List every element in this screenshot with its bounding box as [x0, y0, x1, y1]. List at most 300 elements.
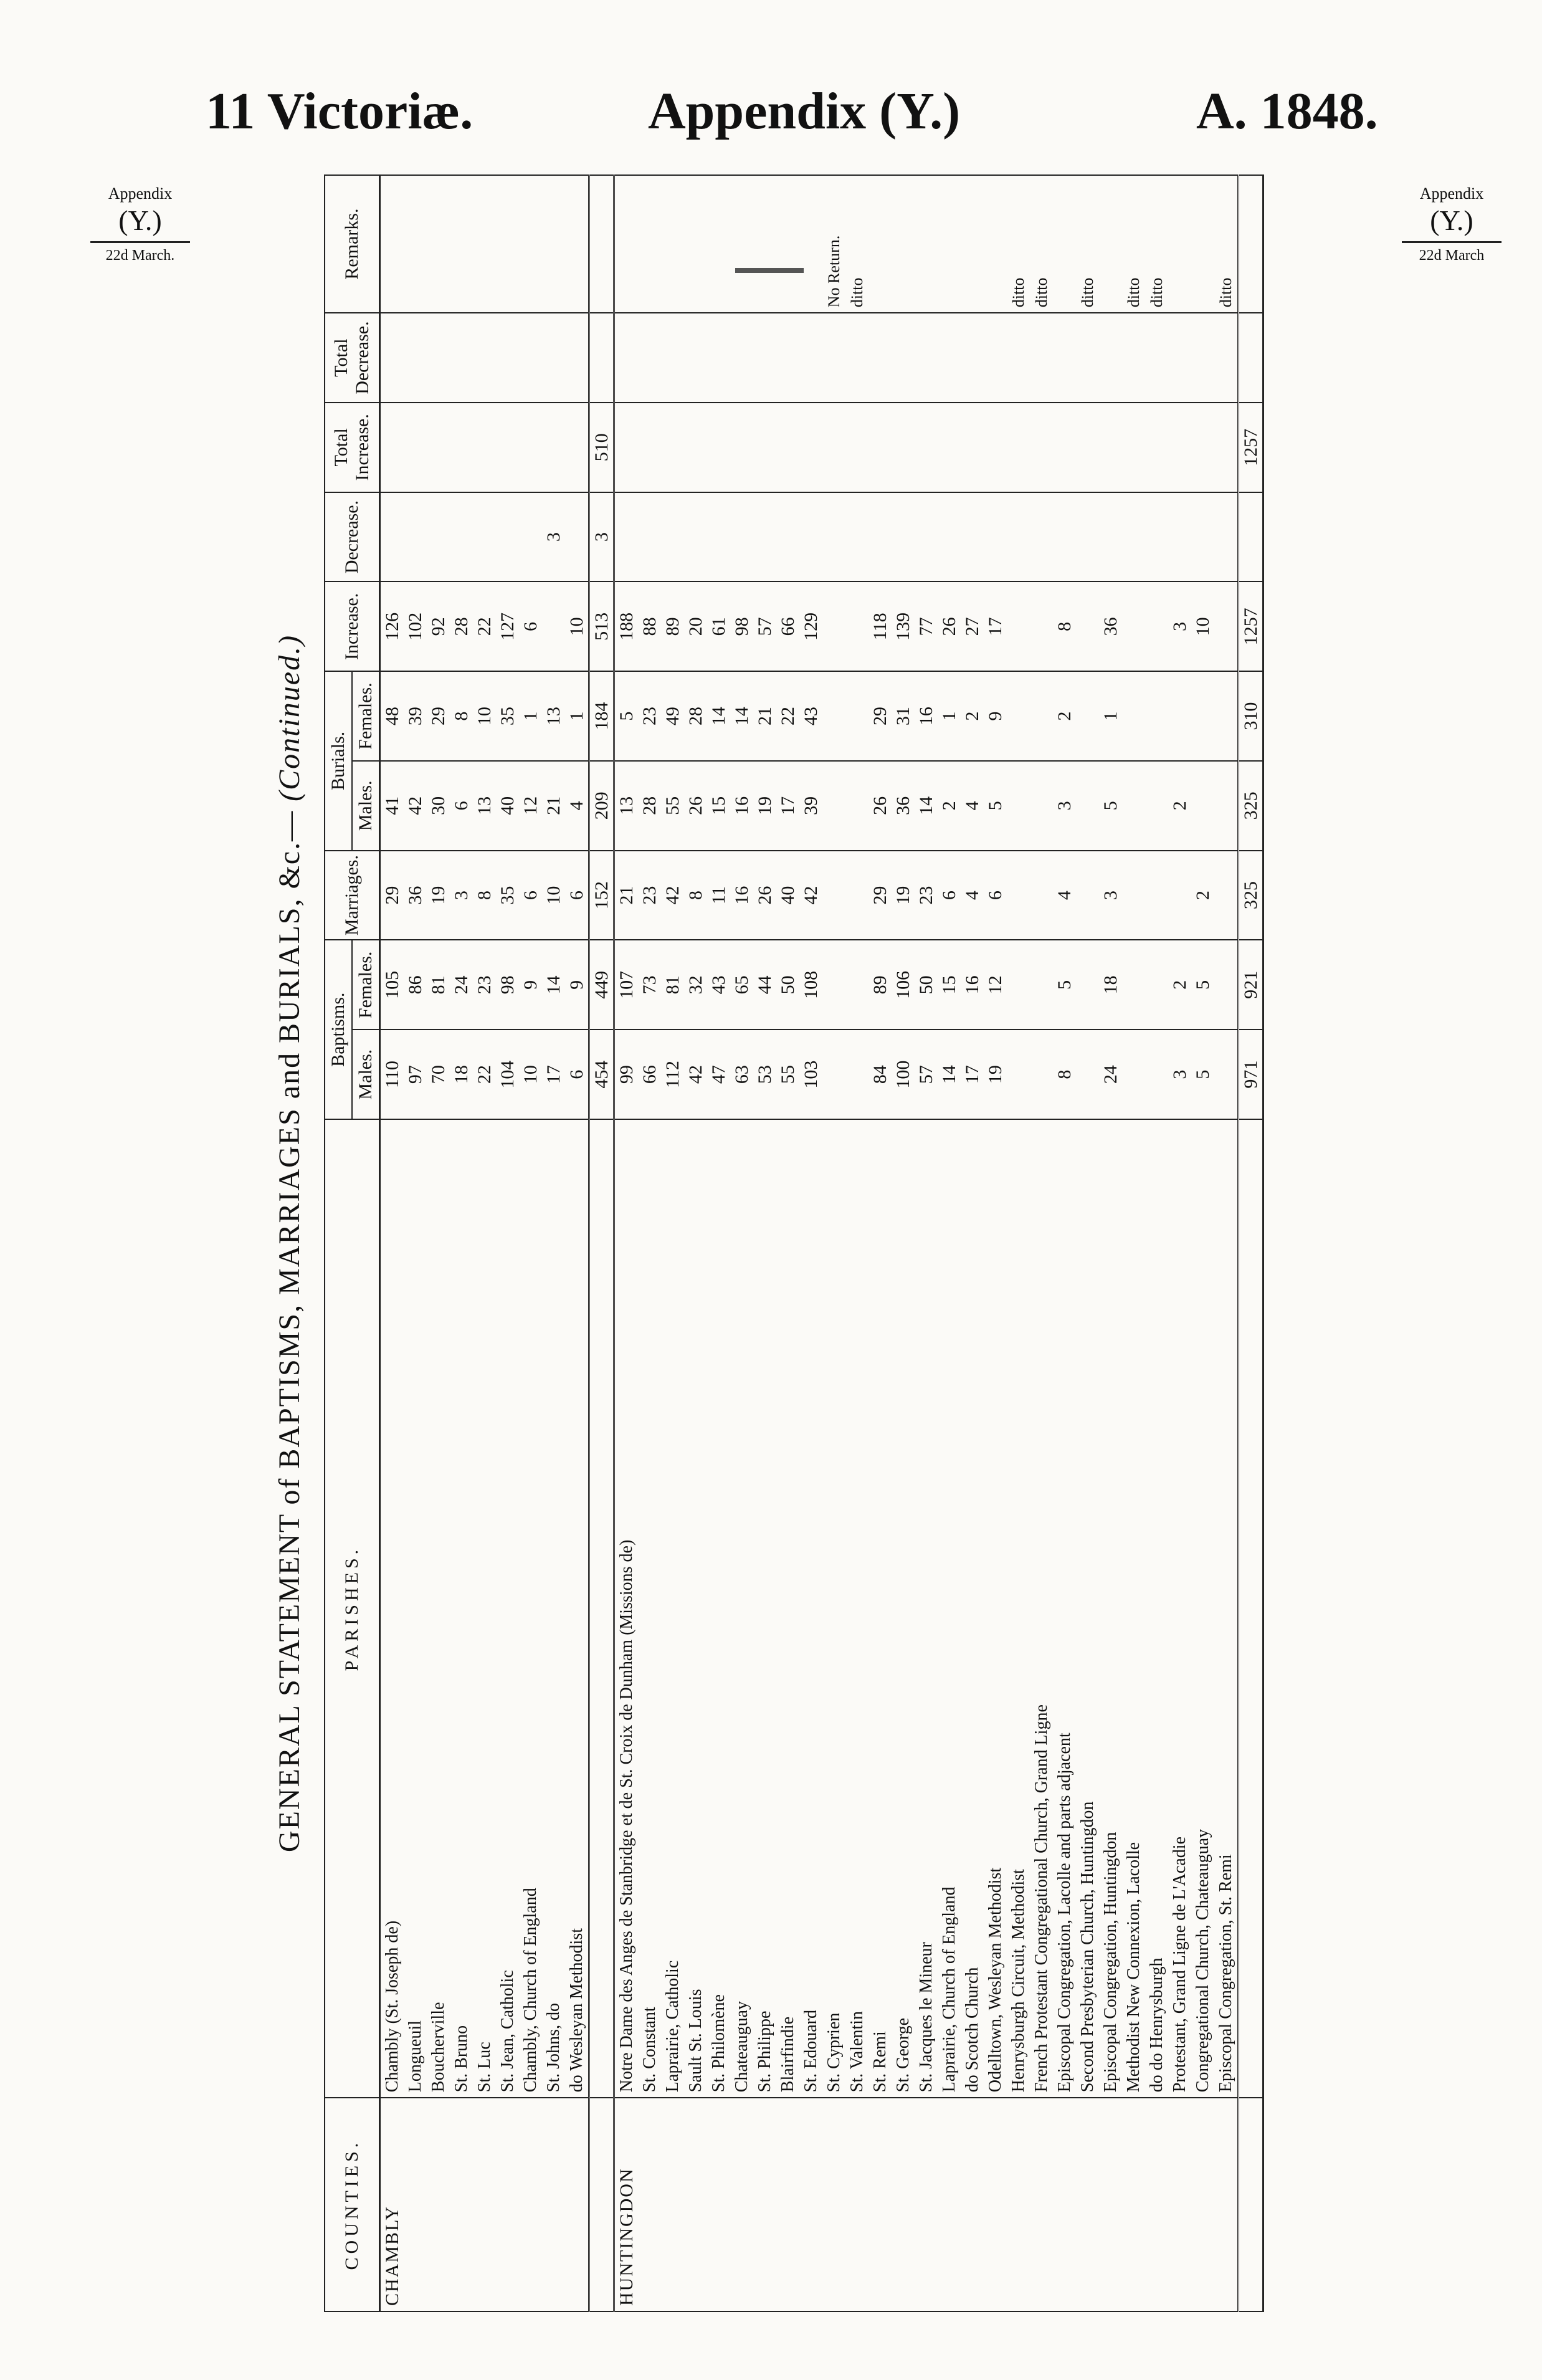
parish-cell: Odelltown, Wesleyan Methodist	[984, 1119, 1007, 2098]
burials-males-cell: 15	[707, 761, 730, 851]
remarks-cell	[915, 175, 938, 313]
burials-females-cell: 2	[961, 671, 984, 761]
county-cell	[1053, 2098, 1076, 2311]
parish-cell: St. Bruno	[450, 1119, 473, 2098]
margin-note-right	[1389, 184, 1514, 265]
total-decrease-cell	[565, 313, 589, 403]
header-burials-females: Females.	[352, 671, 380, 761]
marriages-cell	[1030, 851, 1053, 940]
increase-cell: 102	[404, 581, 427, 671]
total-decrease-cell	[892, 313, 915, 403]
county-cell	[869, 2098, 892, 2311]
parish-cell: Episcopal Congregation, Lacolle and parts adjacent	[1053, 1119, 1076, 2098]
marriages-cell: 6	[984, 851, 1007, 940]
baptisms-males-cell: 104	[496, 1030, 519, 1119]
increase-cell: 6	[519, 581, 542, 671]
baptisms-males-cell	[1076, 1030, 1099, 1119]
burials-females-cell: 49	[661, 671, 684, 761]
total-decrease-cell	[776, 313, 799, 403]
increase-cell: 118	[869, 581, 892, 671]
county-cell	[1076, 2098, 1099, 2311]
decrease-cell	[799, 492, 822, 582]
total-decrease-cell	[1191, 313, 1214, 403]
baptisms-males-cell: 47	[707, 1030, 730, 1119]
total-baptisms-females-cell: 921	[1239, 940, 1264, 1030]
parish-cell: Blairfindie	[776, 1119, 799, 2098]
total-decrease-cell	[614, 313, 639, 403]
baptisms-males-cell: 66	[638, 1030, 661, 1119]
baptisms-females-cell: 24	[450, 940, 473, 1030]
remarks-cell	[753, 175, 776, 313]
total-decrease-cell	[427, 313, 450, 403]
county-cell	[915, 2098, 938, 2311]
burials-females-cell: 1	[938, 671, 961, 761]
burials-females-cell	[1168, 671, 1191, 761]
burials-males-cell	[1007, 761, 1030, 851]
baptisms-males-cell: 10	[519, 1030, 542, 1119]
total-increase-cell	[938, 403, 961, 492]
decrease-cell	[1168, 492, 1191, 582]
total-increase-cell	[473, 403, 496, 492]
total-decrease-cell	[638, 313, 661, 403]
burials-females-cell: 29	[427, 671, 450, 761]
table-row	[938, 175, 961, 2311]
baptisms-males-cell: 97	[404, 1030, 427, 1119]
parish-cell: St. Edouard	[799, 1119, 822, 2098]
parish-cell: French Protestant Congregational Church, Grand Ligne	[1030, 1119, 1053, 2098]
burials-females-cell: 31	[892, 671, 915, 761]
baptisms-females-cell: 50	[915, 940, 938, 1030]
county-cell	[519, 2098, 542, 2311]
total-increase-cell	[661, 403, 684, 492]
decrease-cell	[915, 492, 938, 582]
burials-females-cell: 23	[638, 671, 661, 761]
baptisms-males-cell: 3	[1168, 1030, 1191, 1119]
margin-note-right-rule	[1402, 241, 1502, 243]
total-increase-cell: 1257	[1239, 403, 1264, 492]
marriages-cell: 23	[638, 851, 661, 940]
total-row	[1239, 175, 1264, 2311]
decrease-cell	[1076, 492, 1099, 582]
baptisms-males-cell: 6	[565, 1030, 589, 1119]
total-increase-cell	[1168, 403, 1191, 492]
baptisms-males-cell: 84	[869, 1030, 892, 1119]
county-cell	[1099, 2098, 1122, 2311]
decrease-cell	[961, 492, 984, 582]
baptisms-females-cell: 16	[961, 940, 984, 1030]
total-decrease-cell	[496, 313, 519, 403]
baptisms-males-cell: 57	[915, 1030, 938, 1119]
burials-males-cell: 16	[730, 761, 753, 851]
total-increase-cell	[1076, 403, 1099, 492]
burials-males-cell: 2	[938, 761, 961, 851]
total-burials-males-cell: 325	[1239, 761, 1264, 851]
decrease-cell	[614, 492, 639, 582]
decrease-cell: 3	[542, 492, 565, 582]
baptisms-females-cell: 81	[661, 940, 684, 1030]
marriages-cell: 8	[684, 851, 707, 940]
total-decrease-cell	[822, 313, 845, 403]
table-row	[730, 175, 753, 2311]
parish-cell: Episcopal Congregation, Huntingdon	[1099, 1119, 1122, 2098]
table-row	[707, 175, 730, 2311]
decrease-cell	[473, 492, 496, 582]
burials-males-cell: 5	[1099, 761, 1122, 851]
total-increase-cell: 513	[589, 581, 614, 671]
county-cell	[1122, 2098, 1145, 2311]
increase-cell: 188	[614, 581, 639, 671]
remarks-cell	[892, 175, 915, 313]
table-row	[380, 175, 404, 2311]
header-decrease: Decrease.	[325, 492, 380, 582]
remarks-cell	[380, 175, 404, 313]
header-remarks: Remarks.	[325, 175, 380, 313]
burials-males-cell: 26	[684, 761, 707, 851]
county-cell	[427, 2098, 450, 2311]
total-row	[589, 175, 614, 2311]
parish-cell: Episcopal Congregation, St. Remi	[1214, 1119, 1239, 2098]
burials-males-cell: 19	[753, 761, 776, 851]
increase-cell: 10	[1191, 581, 1214, 671]
marriages-cell: 2	[1191, 851, 1214, 940]
table-row	[1007, 175, 1030, 2311]
increase-cell: 8	[1053, 581, 1076, 671]
decrease-cell	[938, 492, 961, 582]
burials-females-cell	[845, 671, 869, 761]
baptisms-males-cell: 22	[473, 1030, 496, 1119]
decrease-cell	[450, 492, 473, 582]
burials-females-cell	[1030, 671, 1053, 761]
county-cell: CHAMBLY	[380, 2098, 404, 2311]
decrease-cell	[1030, 492, 1053, 582]
baptisms-males-cell: 112	[661, 1030, 684, 1119]
marriages-cell: 29	[380, 851, 404, 940]
table-row	[473, 175, 496, 2311]
increase-cell: 22	[473, 581, 496, 671]
statement-table	[324, 174, 1264, 2312]
total-decrease-cell	[938, 313, 961, 403]
baptisms-females-cell	[822, 940, 845, 1030]
total-decrease-cell	[1099, 313, 1122, 403]
header-counties: COUNTIES.	[325, 2098, 380, 2311]
increase-cell	[845, 581, 869, 671]
burials-females-cell: 8	[450, 671, 473, 761]
parish-cell: Henrysburgh Circuit, Methodist	[1007, 1119, 1030, 2098]
baptisms-males-cell: 70	[427, 1030, 450, 1119]
margin-note-right-line3: 22d March	[1419, 247, 1485, 264]
parish-cell: St. Jacques le Mineur	[915, 1119, 938, 2098]
burials-males-cell	[1122, 761, 1145, 851]
baptisms-males-cell: 19	[984, 1030, 1007, 1119]
baptisms-males-cell: 100	[892, 1030, 915, 1119]
total-decrease-cell	[473, 313, 496, 403]
total-decrease-cell	[753, 313, 776, 403]
table-row	[1214, 175, 1239, 2311]
burials-males-cell	[1214, 761, 1239, 851]
decrease-cell	[822, 492, 845, 582]
margin-note-right-line2: (Y.)	[1430, 204, 1473, 237]
decrease-cell	[1145, 492, 1168, 582]
remarks-cell: ditto	[1122, 175, 1145, 313]
remarks-cell: ditto	[1007, 175, 1030, 313]
margin-note-left-line2: (Y.)	[118, 204, 162, 237]
burials-males-cell	[1030, 761, 1053, 851]
increase-cell	[1122, 581, 1145, 671]
increase-cell: 3	[1168, 581, 1191, 671]
parish-cell: Boucherville	[427, 1119, 450, 2098]
parish-cell: Methodist New Connexion, Lacolle	[1122, 1119, 1145, 2098]
burials-males-cell: 14	[915, 761, 938, 851]
remarks-cell: ditto	[1145, 175, 1168, 313]
county-cell	[542, 2098, 565, 2311]
burials-males-cell: 39	[799, 761, 822, 851]
burials-females-cell: 35	[496, 671, 519, 761]
total-decrease-cell	[845, 313, 869, 403]
total-increase-cell	[1214, 403, 1239, 492]
total-baptisms-males-cell: 454	[589, 1030, 614, 1119]
increase-cell	[1007, 581, 1030, 671]
remarks-cell: ditto	[1214, 175, 1239, 313]
total-decrease-cell	[1122, 313, 1145, 403]
burials-males-cell: 2	[1168, 761, 1191, 851]
parish-cell: Longueuil	[404, 1119, 427, 2098]
burials-males-cell: 17	[776, 761, 799, 851]
total-decrease-cell	[661, 313, 684, 403]
total-decrease-cell	[380, 313, 404, 403]
increase-cell: 27	[961, 581, 984, 671]
marriages-cell	[1122, 851, 1145, 940]
increase-cell: 139	[892, 581, 915, 671]
marriages-cell: 10	[542, 851, 565, 940]
total-decrease-cell	[1030, 313, 1053, 403]
marriages-cell: 4	[961, 851, 984, 940]
increase-cell: 17	[984, 581, 1007, 671]
burials-females-cell: 5	[614, 671, 639, 761]
baptisms-females-cell: 9	[519, 940, 542, 1030]
total-decrease-cell	[984, 313, 1007, 403]
decrease-cell	[1099, 492, 1122, 582]
remarks-cell	[589, 175, 614, 313]
remarks-cell	[799, 175, 822, 313]
total-decrease-cell	[799, 313, 822, 403]
remarks-cell	[542, 175, 565, 313]
remarks-cell	[730, 175, 753, 313]
burials-females-cell	[1214, 671, 1239, 761]
increase-cell: 10	[565, 581, 589, 671]
remarks-cell: ditto	[845, 175, 869, 313]
parish-cell: Notre Dame des Anges de Stanbridge et de St. Croix de Dunham (Missions de)	[614, 1119, 639, 2098]
parish-cell: Congregational Church, Chateauguay	[1191, 1119, 1214, 2098]
parish-cell: St. Johns, do	[542, 1119, 565, 2098]
baptisms-females-cell: 18	[1099, 940, 1122, 1030]
baptisms-females-cell: 86	[404, 940, 427, 1030]
parish-cell: St. Luc	[473, 1119, 496, 2098]
baptisms-females-cell: 105	[380, 940, 404, 1030]
decrease-cell	[661, 492, 684, 582]
increase-cell: 28	[450, 581, 473, 671]
decrease-cell	[496, 492, 519, 582]
total-increase-cell	[707, 403, 730, 492]
baptisms-females-cell: 50	[776, 940, 799, 1030]
decrease-cell	[984, 492, 1007, 582]
total-increase-cell	[984, 403, 1007, 492]
header-left: 11 Victoriæ.	[206, 82, 474, 140]
burials-females-cell: 14	[730, 671, 753, 761]
increase-cell: 26	[938, 581, 961, 671]
county-cell	[776, 2098, 799, 2311]
table-row	[1076, 175, 1099, 2311]
rotated-table-area	[262, 174, 1396, 2312]
margin-note-left-rule	[90, 241, 190, 243]
table-row	[984, 175, 1007, 2311]
baptisms-females-cell: 89	[869, 940, 892, 1030]
parish-cell: Laprairie, Catholic	[661, 1119, 684, 2098]
remarks-cell	[684, 175, 707, 313]
parish-cell: St. Remi	[869, 1119, 892, 2098]
increase-cell: 92	[427, 581, 450, 671]
county-cell	[638, 2098, 661, 2311]
baptisms-females-cell	[1076, 940, 1099, 1030]
total-increase-cell	[684, 403, 707, 492]
decrease-cell	[1007, 492, 1030, 582]
remarks-cell	[519, 175, 542, 313]
decrease-cell	[1053, 492, 1076, 582]
total-increase-cell	[450, 403, 473, 492]
remarks-cell	[869, 175, 892, 313]
burials-females-cell	[822, 671, 845, 761]
table-row	[1030, 175, 1053, 2311]
decrease-cell	[707, 492, 730, 582]
header-increase: Increase.	[325, 581, 380, 671]
marriages-cell: 8	[473, 851, 496, 940]
remarks-cell	[1099, 175, 1122, 313]
table-row	[450, 175, 473, 2311]
remarks-cell	[1053, 175, 1076, 313]
total-increase-cell	[496, 403, 519, 492]
burials-females-cell	[1145, 671, 1168, 761]
table-row	[869, 175, 892, 2311]
burials-females-cell: 43	[799, 671, 822, 761]
margin-note-right-line1: Appendix	[1419, 184, 1484, 203]
county-cell	[707, 2098, 730, 2311]
remarks-cell	[450, 175, 473, 313]
county-cell	[496, 2098, 519, 2311]
baptisms-females-cell: 43	[707, 940, 730, 1030]
header-baptisms: Baptisms.	[325, 940, 352, 1119]
parish-cell	[1239, 1119, 1264, 2098]
burials-females-cell: 39	[404, 671, 427, 761]
total-decrease-cell	[1145, 313, 1168, 403]
decrease-cell	[753, 492, 776, 582]
burials-females-cell	[1076, 671, 1099, 761]
baptisms-males-cell	[1122, 1030, 1145, 1119]
total-increase-cell	[776, 403, 799, 492]
burials-males-cell	[1191, 761, 1214, 851]
total-increase-cell	[542, 403, 565, 492]
increase-cell: 61	[707, 581, 730, 671]
parish-cell: Chateauguay	[730, 1119, 753, 2098]
table-row	[892, 175, 915, 2311]
table-row	[542, 175, 565, 2311]
parish-cell: St. Cyprien	[822, 1119, 845, 2098]
increase-cell: 57	[753, 581, 776, 671]
total-increase-cell	[1007, 403, 1030, 492]
total-increase-cell	[1053, 403, 1076, 492]
marriages-cell: 29	[869, 851, 892, 940]
baptisms-males-cell: 42	[684, 1030, 707, 1119]
county-cell	[799, 2098, 822, 2311]
burials-males-cell: 40	[496, 761, 519, 851]
decrease-cell	[1122, 492, 1145, 582]
table-row	[799, 175, 822, 2311]
decrease-cell	[869, 492, 892, 582]
marriages-cell	[1214, 851, 1239, 940]
total-decrease-cell	[707, 313, 730, 403]
total-marriages-cell: 325	[1239, 851, 1264, 940]
baptisms-males-cell: 8	[1053, 1030, 1076, 1119]
baptisms-females-cell: 106	[892, 940, 915, 1030]
baptisms-males-cell	[1030, 1030, 1053, 1119]
burials-females-cell: 29	[869, 671, 892, 761]
burials-females-cell: 1	[565, 671, 589, 761]
remarks-cell	[496, 175, 519, 313]
decrease-cell	[1214, 492, 1239, 582]
burials-females-cell	[1122, 671, 1145, 761]
parish-cell: St. George	[892, 1119, 915, 2098]
baptisms-males-cell: 18	[450, 1030, 473, 1119]
increase-cell: 88	[638, 581, 661, 671]
baptisms-females-cell	[1214, 940, 1239, 1030]
increase-cell: 77	[915, 581, 938, 671]
increase-cell	[542, 581, 565, 671]
county-cell	[565, 2098, 589, 2311]
table-row	[404, 175, 427, 2311]
total-decrease-cell	[1053, 313, 1076, 403]
header-right: A. 1848.	[1196, 82, 1378, 140]
parish-cell: do do Henrysburgh	[1145, 1119, 1168, 2098]
remarks-cell: No Return.	[822, 175, 845, 313]
parish-cell: Protestant, Grand Ligne de L'Acadie	[1168, 1119, 1191, 2098]
remarks-cell: ditto	[1076, 175, 1099, 313]
header-marriages: Marriages.	[325, 851, 380, 940]
parish-cell: St. Jean, Catholic	[496, 1119, 519, 2098]
decrease-cell	[776, 492, 799, 582]
baptisms-males-cell: 17	[542, 1030, 565, 1119]
county-cell	[845, 2098, 869, 2311]
county-cell	[404, 2098, 427, 2311]
remarks-cell	[661, 175, 684, 313]
marriages-cell: 3	[1099, 851, 1122, 940]
parish-cell: do Wesleyan Methodist	[565, 1119, 589, 2098]
marriages-cell: 4	[1053, 851, 1076, 940]
baptisms-females-cell: 14	[542, 940, 565, 1030]
total-increase-cell	[1030, 403, 1053, 492]
marriages-cell	[822, 851, 845, 940]
total-baptisms-males-cell: 971	[1239, 1030, 1264, 1119]
increase-cell	[1214, 581, 1239, 671]
baptisms-males-cell	[1145, 1030, 1168, 1119]
remarks-cell	[776, 175, 799, 313]
total-increase-cell	[638, 403, 661, 492]
total-decrease-cell	[961, 313, 984, 403]
marriages-cell	[1076, 851, 1099, 940]
parish-cell: Sault St. Louis	[684, 1119, 707, 2098]
baptisms-females-cell: 81	[427, 940, 450, 1030]
burials-males-cell: 42	[404, 761, 427, 851]
marriages-cell: 19	[892, 851, 915, 940]
baptisms-females-cell: 65	[730, 940, 753, 1030]
baptisms-females-cell: 73	[638, 940, 661, 1030]
